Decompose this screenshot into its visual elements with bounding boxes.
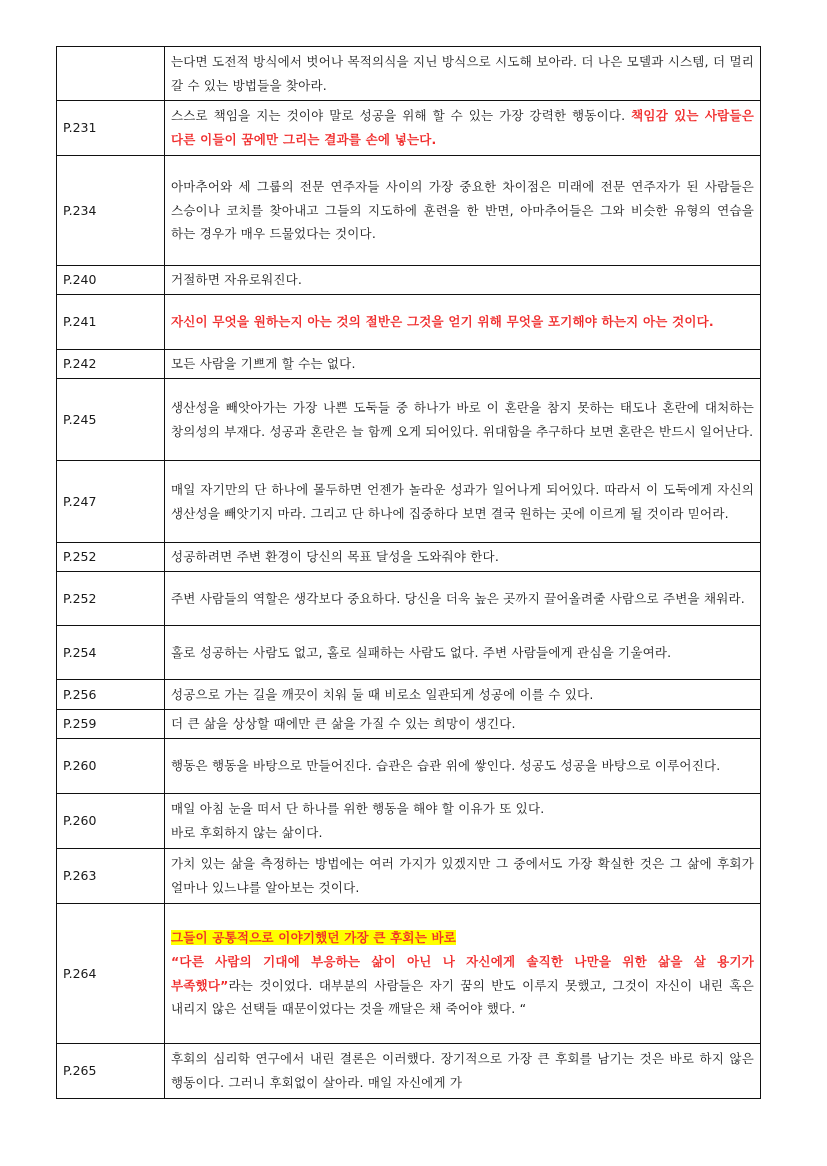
page-number-cell [57,47,165,101]
page-number-cell: P.240 [57,266,165,295]
quote-text-cell [165,266,761,295]
table-row [57,739,761,794]
quote-text-cell [165,101,761,156]
quote-text-segment: 거절하면 자유로워진다. [171,272,303,288]
table-row [57,680,761,710]
quote-text-cell [165,626,761,680]
quote-text-cell [165,350,761,379]
table-row [57,904,761,1044]
page-number-cell: P.264 [57,904,165,1044]
quote-text-segment: 가치 있는 삶을 측정하는 방법에는 여러 가지가 있겠지만 그 중에서도 가장 확실한 것은 그 삶에 후회가 얼마나 있느냐를 알아보는 것이다. [171,856,754,895]
quote-text-segment: 스스로 책임을 지는 것이야 말로 성공을 위해 할 수 있는 가장 강력한 행동이다. [171,108,632,124]
quote-text-cell [165,1044,761,1099]
table-row [57,156,761,266]
quote-text-cell [165,680,761,710]
quote-text-segment: 그들이 공통적으로 이야기했던 가장 큰 후회는 바로 [171,930,457,946]
quote-text-cell [165,794,761,849]
quote-text-segment: “다른 사람의 기대에 부응하는 삶이 아닌 나 자신에게 솔직한 나만을 위한 삶을 살 용기가 부족했다” [171,953,754,993]
table-row [57,710,761,739]
quote-text-cell [165,156,761,266]
quote-text-cell [165,47,761,101]
table-row [57,461,761,543]
quote-text-segment: 아마추어와 세 그룹의 전문 연주자들 사이의 가장 중요한 차이점은 미래에 전문 연주자가 된 사람들은 스승이나 코치를 찾아내고 그들의 지도하에 훈련을 한 반면, 아마추어들은 그와 비슷한 유형의 연습을 하는 경우가 매우 드물었다는 것이다. [171,178,754,242]
quote-text-segment: 성공으로 가는 길을 깨끗이 치워 둘 때 비로소 일관되게 성공에 이를 수 있다. [171,686,594,702]
quote-text-cell [165,849,761,904]
page-number-cell: P.256 [57,680,165,710]
table-row [57,626,761,680]
page-number-cell: P.265 [57,1044,165,1099]
table-row [57,266,761,295]
table-row [57,295,761,350]
page-number-cell: P.263 [57,849,165,904]
notes-table-body [57,47,761,1099]
table-row [57,350,761,379]
quote-text-segment: 후회의 심리학 연구에서 내린 결론은 이러했다. 장기적으로 가장 큰 후회를 남기는 것은 바로 하지 않은 행동이다. 그러니 후회없이 살아라. 매일 자신에게 가 [171,1051,754,1090]
quote-text-segment: 책임감 있는 사람들은 다른 이들이 꿈에만 그리는 결과를 손에 넣는다. [171,108,754,147]
page-number-cell: P.247 [57,461,165,543]
table-row [57,543,761,572]
page-number-cell: P.259 [57,710,165,739]
page-number-cell: P.242 [57,350,165,379]
quote-text-segment: 바로 후회하지 않는 삶이다. [171,825,323,840]
quote-text-segment: 홀로 성공하는 사람도 없고, 홀로 실패하는 사람도 없다. 주변 사람들에게 관심을 기울여라. [171,644,672,660]
page-number-cell: P.260 [57,794,165,849]
quote-text-cell [165,295,761,350]
table-row [57,47,761,101]
quote-text-segment: 매일 아침 눈을 떠서 단 하나를 위한 행동을 해야 할 이유가 또 있다. [171,801,545,817]
table-row [57,379,761,461]
quote-text-segment: 매일 자기만의 단 하나에 몰두하면 언젠가 놀라운 성과가 일어나게 되어있다. 따라서 이 도둑에게 자신의 생산성을 빼앗기지 마라. 그리고 단 하나에 집중하다 보면 결국 원하는 곳에 이르게 될 것이라 믿어라. [171,481,754,521]
quote-text-segment: 더 큰 삶을 상상할 때에만 큰 삶을 가질 수 있는 희망이 생긴다. [171,716,516,732]
page-number-cell: P.260 [57,739,165,794]
quote-text-segment: 주변 사람들의 역할은 생각보다 중요하다. 당신을 더욱 높은 곳까지 끌어올려줄 사람으로 주변을 채워라. [171,590,745,606]
quote-text-cell [165,461,761,543]
table-row [57,101,761,156]
quote-text-cell [165,904,761,1044]
quote-text-cell [165,739,761,794]
quote-text-cell [165,543,761,572]
table-row [57,849,761,904]
quote-text-segment: 자신이 무엇을 원하는지 아는 것의 절반은 그것을 얻기 위해 무엇을 포기해야 하는지 아는 것이다. [171,314,714,330]
page-number-cell: P.231 [57,101,165,156]
quote-text-segment: 행동은 행동을 바탕으로 만들어진다. 습관은 습관 위에 쌓인다. 성공도 성공을 바탕으로 이루어진다. [171,758,721,774]
table-row [57,1044,761,1099]
quote-text-cell [165,379,761,461]
table-row [57,794,761,849]
page-number-cell: P.252 [57,572,165,626]
page-number-cell: P.252 [57,543,165,572]
quote-text-segment: 라는 것이었다. 대부분의 사람들은 자기 꿈의 반도 이루지 못했고, 그것이 자신이 내린 혹은 내리지 않은 선택들 때문이었다는 것을 깨달은 채 죽어야 했다. “ [171,977,754,1017]
quote-text-segment: 모든 사람을 기쁘게 할 수는 없다. [171,356,356,372]
page-number-cell: P.245 [57,379,165,461]
quote-text-cell [165,710,761,739]
quote-text-segment: 성공하려면 주변 환경이 당신의 목표 달성을 도와줘야 한다. [171,549,499,565]
page-number-cell: P.254 [57,626,165,680]
table-row [57,572,761,626]
quote-text-cell [165,572,761,626]
quote-text-segment: 생산성을 빼앗아가는 가장 나쁜 도둑들 중 하나가 바로 이 혼란을 참지 못하는 태도나 혼란에 대처하는 창의성의 부재다. 성공과 혼란은 늘 함께 오게 되어있다. 위대함을 추구하다 보면 혼란은 반드시 일어난다. [171,399,754,439]
notes-table [56,46,761,1099]
page-number-cell: P.234 [57,156,165,266]
quote-text-segment: 는다면 도전적 방식에서 벗어나 목적의식을 지닌 방식으로 시도해 보아라. 더 나은 모델과 시스템, 더 멀리 갈 수 있는 방법들을 찾아라. [171,53,754,93]
page-number-cell: P.241 [57,295,165,350]
